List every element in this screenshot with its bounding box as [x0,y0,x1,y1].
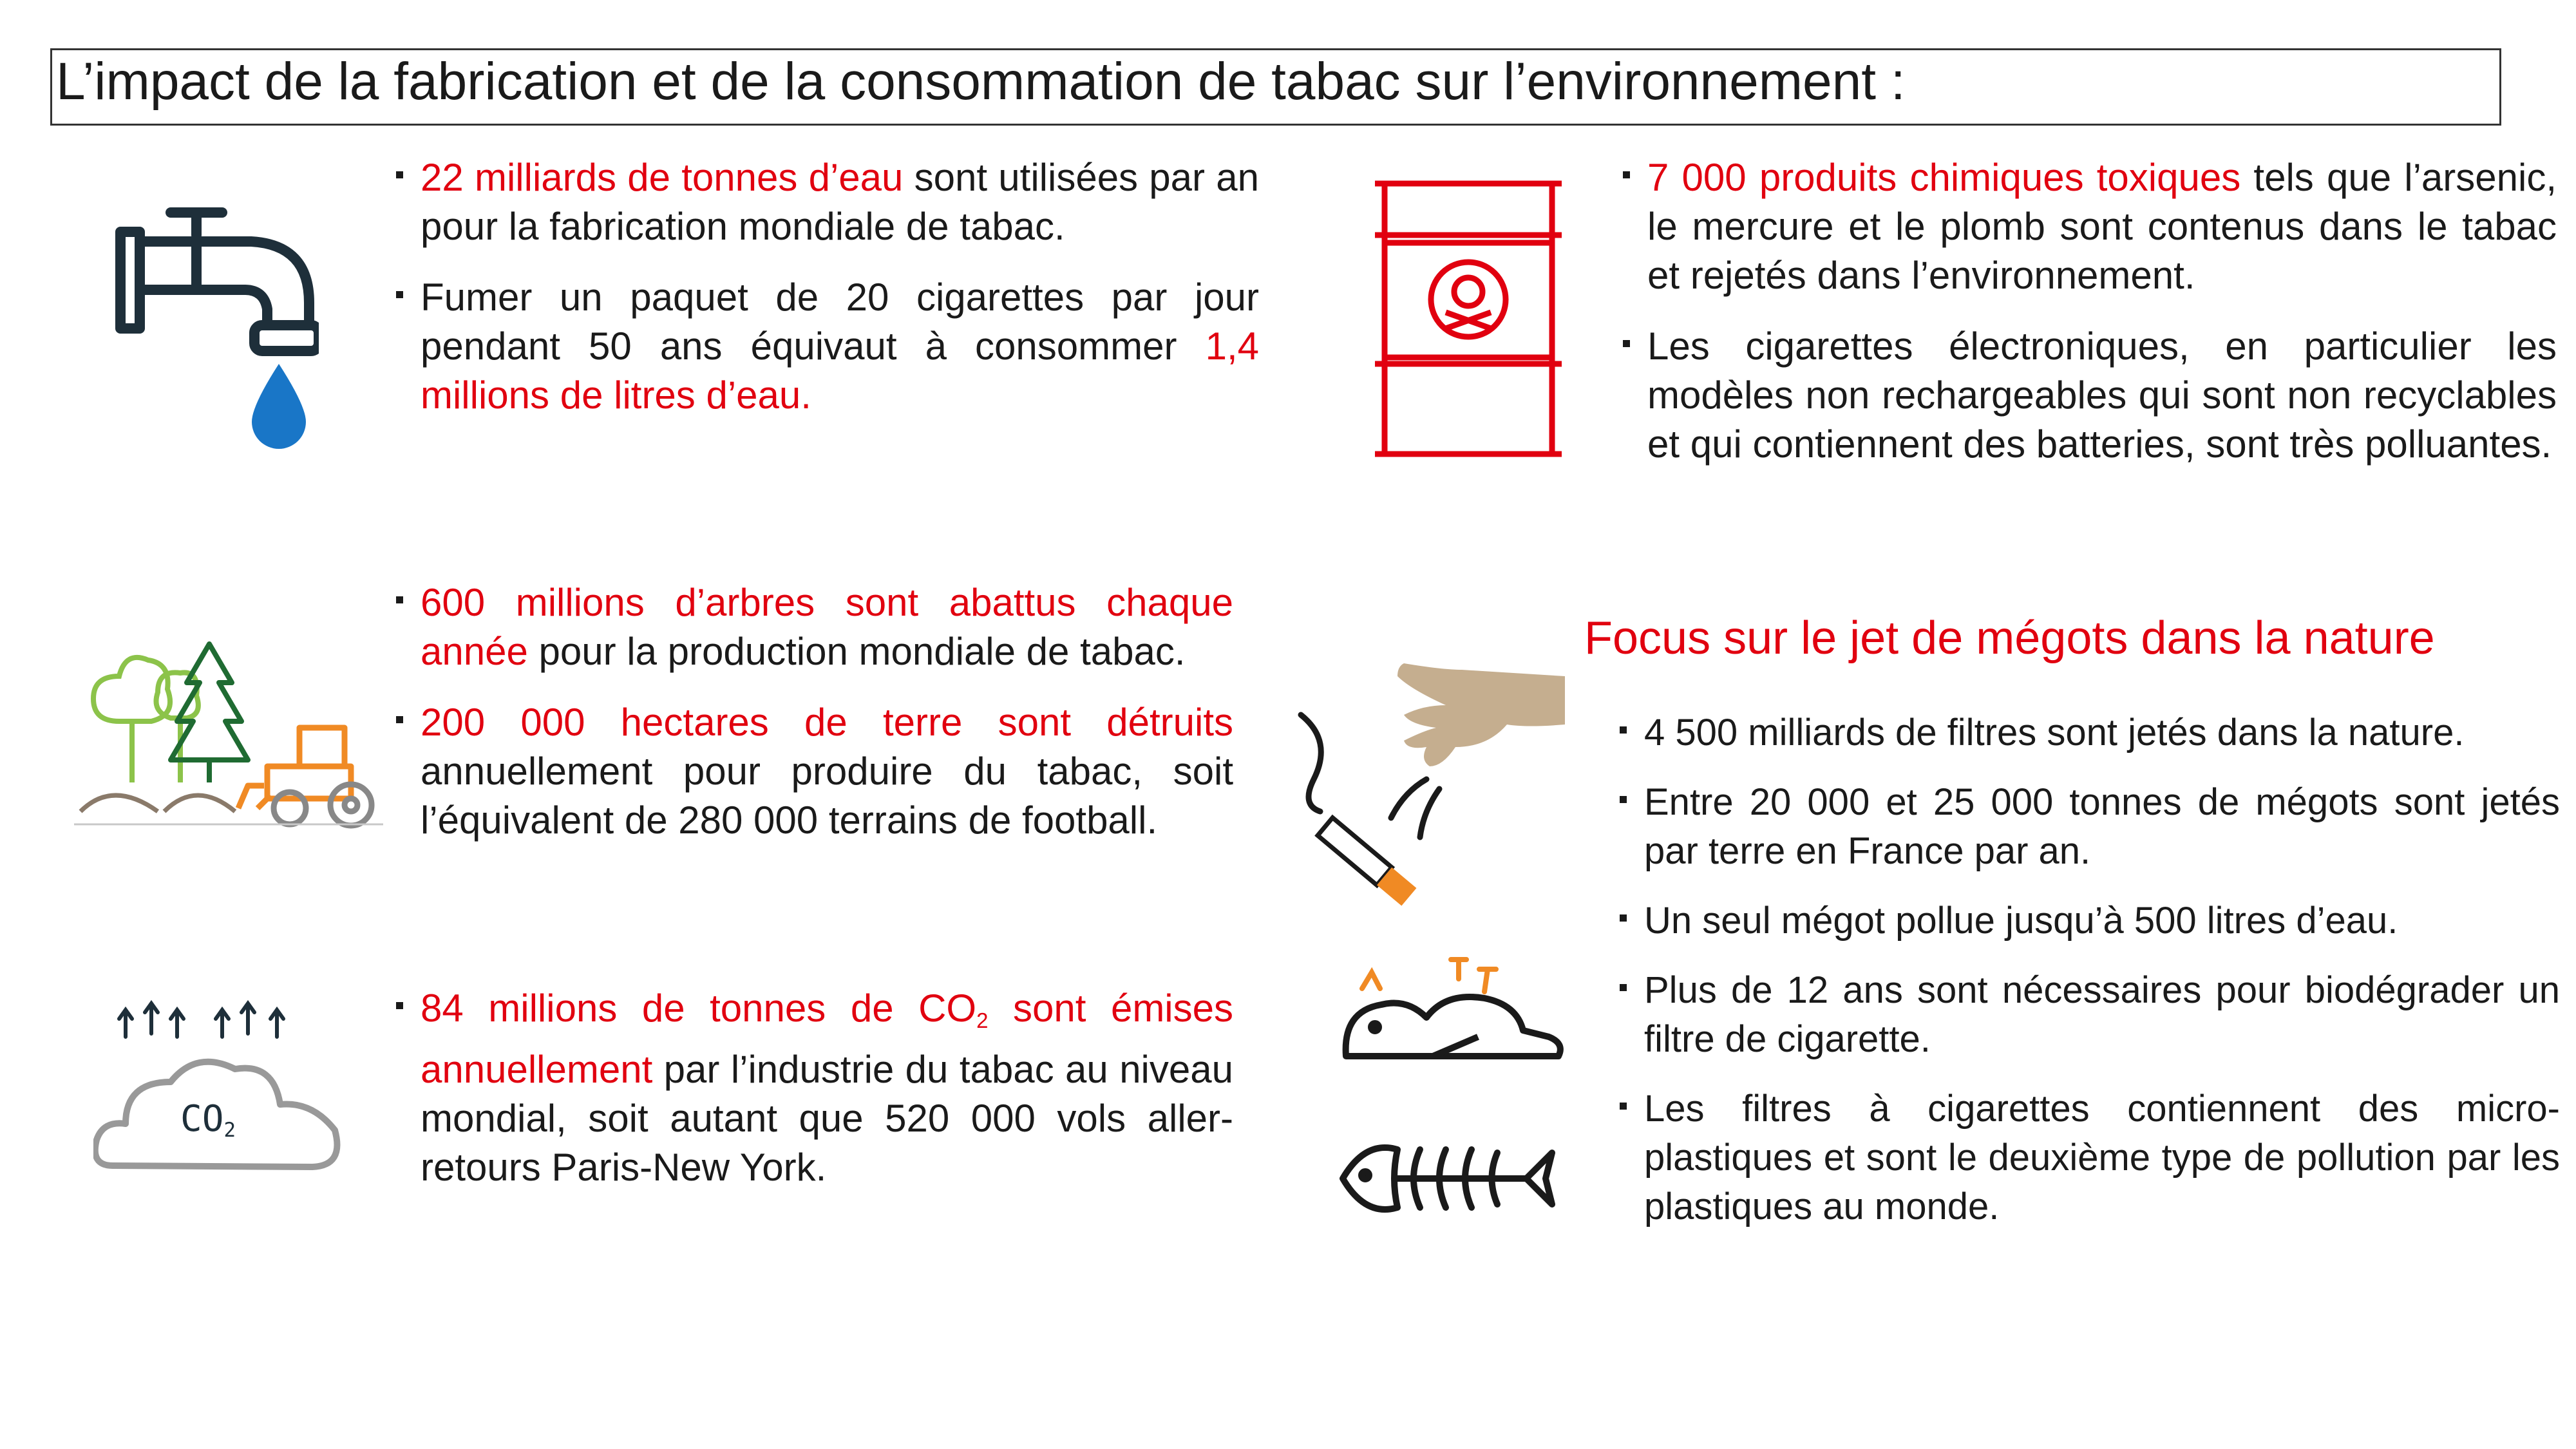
title-box [50,48,2501,126]
trees-stat-red: 600 millions d’arbres sont abattus chaque année [421,581,1233,673]
co2-section [396,984,1233,1192]
co2-icon-sub: 2 [223,1119,236,1142]
focus-item: Plus de 12 ans sont nécessaires pour biodégrader un filtre de cigarette. [1620,966,2560,1064]
water-section [396,153,1259,420]
chemicals-bullet-2 [1623,322,2557,469]
co2-cloud-icon [93,992,351,1185]
land-stat-red: 200 000 hectares de terre sont détruits [421,701,1233,744]
page-title: L’impact de la fabrication et de la consommation de tabac sur l’environnement : [56,52,1906,111]
chemicals-bullet-1 [1623,153,2557,300]
co2-icon-label: CO [180,1098,224,1140]
chemicals-section [1623,153,2557,469]
trees-section [396,578,1233,845]
deforestation-icon [74,638,383,831]
water-smoke-red: 1,4 millions de litres d’eau. [421,325,1259,417]
skull-icon [1431,262,1506,337]
focus-item: Un seul mégot pollue jusqu’à 500 litres d’eau. [1620,896,2560,945]
water-stat-text: sont utilisées par an pour la fabrication mondiale de tabac. [421,156,1259,248]
focus-item: 4 500 milliards de filtres sont jetés dans la nature. [1620,708,2560,757]
water-bullet-2 [396,273,1259,420]
co2-stat-red-sub: 2 [976,1008,989,1032]
ecig-text: Les cigarettes électroniques, en particulier les modèles non rechargeables qui sont non recyclables et qui contiennent des batteries, sont très polluantes. [1647,325,2557,466]
trees-bullet-1 [396,578,1233,676]
dead-bird-icon [1336,953,1568,1075]
water-bullet-1 [396,153,1259,251]
trees-bullet-2 [396,698,1233,845]
focus-item: Les filtres à cigarettes contiennent des micro-plastiques et sont le deuxième type de pollution par les plastiques au monde. [1620,1084,2560,1231]
land-stat-text: annuellement pour produire du tabac, soit l’équivalent de 280 000 terrains de football. [421,750,1233,842]
co2-stat-text: par l’industrie du tabac au niveau mondial, soit autant que 520 000 vols aller-retours Paris-New York. [421,1047,1233,1189]
water-smoke-text: Fumer un paquet de 20 cigarettes par jour pendant 50 ans équivaut à consommer [421,276,1259,368]
chemicals-stat-text: tels que l’arsenic, le mercure et le plomb sont contenus dans le tabac et rejetés dans l’environnement. [1647,156,2557,297]
focus-list [1620,708,2560,1231]
water-drop-icon [252,364,306,449]
hand-icon [1397,663,1565,766]
fish-bone-icon [1340,1133,1558,1224]
co2-stat-red-a: 84 millions de tonnes de CO [421,987,977,1030]
toxic-barrel-icon [1372,171,1565,467]
co2-bullet-1 [396,984,1233,1192]
focus-title: Focus sur le jet de mégots dans la nature [1584,612,2435,664]
co2-stat-red-b: sont émises annuellement [421,987,1234,1091]
focus-item: Entre 20 000 et 25 000 tonnes de mégots sont jetés par terre en France par an. [1620,778,2560,876]
water-stat-red: 22 milliards de tonnes d’eau [421,156,904,199]
cigarette-throw-icon [1294,650,1571,908]
trees-stat-text: pour la production mondiale de tabac. [527,630,1186,673]
water-tap-icon [113,200,319,457]
chemicals-stat-red: 7 000 produits chimiques toxiques [1647,156,2241,199]
